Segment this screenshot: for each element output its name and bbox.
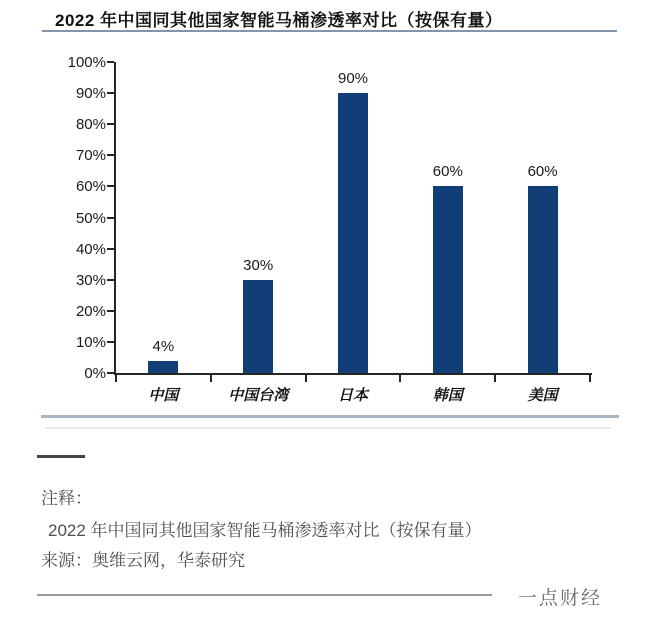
notes-heading: 注释： bbox=[41, 489, 92, 508]
bar-日本 bbox=[338, 93, 368, 373]
footer-brand: 一点财经 bbox=[518, 588, 603, 609]
y-axis-tick-label: 40% bbox=[75, 240, 106, 258]
x-category-label: 美国 bbox=[527, 388, 558, 404]
y-axis-tick-label: 90% bbox=[75, 85, 106, 103]
y-axis-tick-label: 100% bbox=[67, 54, 106, 71]
y-axis-tick-label: 0% bbox=[84, 365, 106, 382]
notes-source: 来源：奥维云网，华泰研究 bbox=[41, 551, 245, 570]
y-axis-tick bbox=[107, 341, 114, 343]
bar-中国 bbox=[148, 361, 178, 373]
x-axis-tick bbox=[494, 375, 496, 382]
chart-title: 2022 年中国同其他国家智能马桶渗透率对比（按保有量） bbox=[55, 11, 503, 30]
y-axis-tick bbox=[107, 372, 114, 374]
y-axis-tick-label: 50% bbox=[75, 209, 106, 227]
x-axis-tick bbox=[305, 375, 307, 382]
chart-bottom-divider bbox=[41, 415, 619, 418]
bar-value-label: 60% bbox=[432, 163, 463, 181]
bar-韩国 bbox=[433, 186, 463, 373]
bar-美国 bbox=[528, 186, 558, 373]
notes-caption: 2022 年中国同其他国家智能马桶渗透率对比（按保有量） bbox=[48, 521, 482, 540]
y-axis-tick-label: 20% bbox=[75, 302, 106, 320]
bar-value-label: 4% bbox=[152, 337, 175, 355]
notes-divider bbox=[37, 455, 85, 458]
y-axis-tick-label: 80% bbox=[75, 116, 106, 134]
y-axis-tick-label: 60% bbox=[75, 178, 106, 196]
x-category-label: 中国台湾 bbox=[228, 388, 289, 404]
y-axis-tick bbox=[107, 92, 114, 94]
y-axis-tick bbox=[107, 61, 114, 63]
y-axis-tick bbox=[107, 123, 114, 125]
y-axis-tick bbox=[107, 185, 114, 187]
bar-value-label: 90% bbox=[337, 70, 369, 88]
x-axis-tick bbox=[589, 375, 591, 382]
bar-value-label: 60% bbox=[527, 163, 558, 181]
bar-value-label: 30% bbox=[243, 256, 274, 274]
title-underline bbox=[42, 30, 617, 32]
y-axis-tick-label: 10% bbox=[75, 333, 106, 351]
x-axis-tick bbox=[399, 375, 401, 382]
y-axis-line bbox=[114, 62, 116, 375]
bar-中国台湾 bbox=[243, 280, 273, 373]
chart-bottom-divider-faint bbox=[45, 427, 611, 429]
y-axis-tick bbox=[107, 279, 114, 281]
footer-divider bbox=[37, 594, 492, 596]
x-axis-tick bbox=[115, 375, 117, 382]
y-axis-tick bbox=[107, 248, 114, 250]
y-axis-tick bbox=[107, 310, 114, 312]
y-axis-tick-label: 70% bbox=[75, 147, 106, 165]
x-category-label: 日本 bbox=[337, 388, 368, 404]
x-category-label: 韩国 bbox=[432, 388, 463, 404]
x-axis-line bbox=[114, 373, 592, 375]
x-axis-tick bbox=[210, 375, 212, 382]
y-axis-tick bbox=[107, 217, 114, 219]
y-axis-tick-label: 30% bbox=[75, 271, 106, 289]
x-category-label: 中国 bbox=[148, 388, 179, 404]
y-axis-tick bbox=[107, 154, 114, 156]
